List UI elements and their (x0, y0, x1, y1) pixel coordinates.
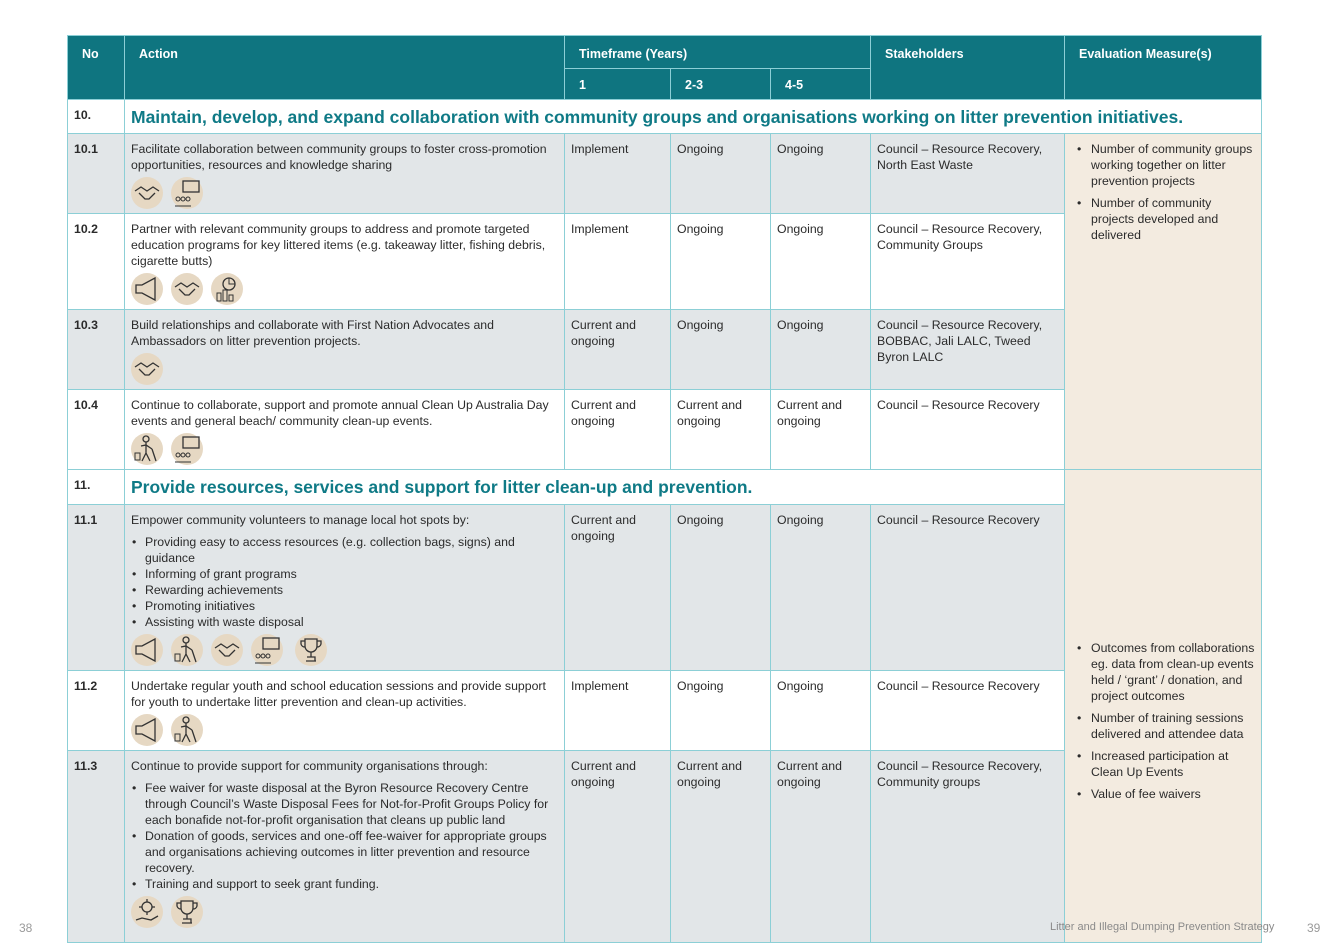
evaluation-item: • Increased participation at Clean Up Events (1091, 748, 1255, 780)
megaphone-icon (131, 634, 163, 666)
action-cell (125, 214, 565, 310)
action-cell (125, 134, 565, 214)
evaluation-item: • Number of community groups working together on litter prevention projects (1091, 141, 1255, 189)
col-header-action: Action (125, 36, 565, 100)
action-bullet: • Training and support to seek grant funding. (145, 876, 558, 892)
timeframe-year-2-3: Ongoing (671, 134, 771, 214)
stakeholders-cell: Council – Resource Recovery, Community groups (871, 751, 1065, 943)
page-number-left: 38 (19, 921, 33, 935)
hand-gear-icon (131, 896, 163, 928)
section-title: Maintain, develop, and expand collaboration with community groups and organisations working on litter prevention initiatives. (125, 100, 1262, 134)
col-header-timeframe: Timeframe (Years) (565, 36, 871, 69)
action-bullet: • Donation of goods, services and one-off fee-waiver for appropriate groups and organisations achieving outcomes in litter prevention and resource recovery. (145, 828, 558, 876)
timeframe-year-1: Current and ongoing (565, 390, 671, 470)
timeframe-year-4-5: Ongoing (771, 214, 871, 310)
litter-picker-icon (171, 714, 203, 746)
action-cell (125, 671, 565, 751)
col-header-stakeholders: Stakeholders (871, 36, 1065, 100)
handshake-icon (131, 177, 163, 209)
row-number: 10.3 (68, 310, 125, 390)
action-text: Continue to provide support for community organisations through: (131, 759, 488, 773)
timeframe-year-2-3: Ongoing (671, 505, 771, 671)
presentation-icon (171, 177, 203, 209)
evaluation-item: • Outcomes from collaborations eg. data from clean-up events held / ‘grant’ / donation, and project outcomes (1091, 640, 1255, 704)
row-number: 11.2 (68, 671, 125, 751)
icon-row (131, 353, 558, 385)
evaluation-item: • Number of community projects developed and delivered (1091, 195, 1255, 243)
stakeholders-cell: Council – Resource Recovery (871, 390, 1065, 470)
litter-picker-icon (131, 433, 163, 465)
evaluation-list (1071, 141, 1255, 243)
action-bullet: • Rewarding achievements (145, 582, 558, 598)
timeframe-year-4-5: Current and ongoing (771, 751, 871, 943)
timeframe-year-4-5: Ongoing (771, 310, 871, 390)
timeframe-year-1: Implement (565, 671, 671, 751)
evaluation-item: • Number of training sessions delivered and attendee data (1091, 710, 1255, 742)
action-cell (125, 751, 565, 943)
action-bullet: • Promoting initiatives (145, 598, 558, 614)
trophy-icon (295, 634, 327, 666)
icon-row (131, 896, 558, 928)
evaluation-cell (1065, 134, 1262, 470)
row-number: 10.1 (68, 134, 125, 214)
action-text: Undertake regular youth and school education sessions and provide support for youth to undertake litter prevention and clean-up activities. (131, 679, 546, 709)
section-title: Provide resources, services and support for litter clean-up and prevention. (125, 470, 1065, 505)
action-bullet: • Assisting with waste disposal (145, 614, 558, 630)
action-bullet: • Providing easy to access resources (e.g. collection bags, signs) and guidance (145, 534, 558, 566)
timeframe-year-2-3: Ongoing (671, 671, 771, 751)
action-bullet-list (131, 780, 558, 892)
evaluation-cell (1065, 470, 1262, 943)
action-text: Facilitate collaboration between community groups to foster cross-promotion opportunities, resources and knowledge sharing (131, 142, 547, 172)
stakeholders-cell: Council – Resource Recovery (871, 671, 1065, 751)
handshake-icon (171, 273, 203, 305)
col-header-year-2-3: 2-3 (671, 69, 771, 100)
row-number: 10.2 (68, 214, 125, 310)
handshake-icon (211, 634, 243, 666)
stakeholders-cell: Council – Resource Recovery, North East Waste (871, 134, 1065, 214)
action-bullet: • Fee waiver for waste disposal at the Byron Resource Recovery Centre through Council’s Waste Disposal Fees for Not-for-Profit Groups Policy for each bonafide not-for-profit organisation that cleans up public land (145, 780, 558, 828)
action-cell (125, 390, 565, 470)
presentation-icon (251, 634, 283, 666)
megaphone-icon (131, 273, 163, 305)
timeframe-year-4-5: Ongoing (771, 671, 871, 751)
timeframe-year-1: Current and ongoing (565, 505, 671, 671)
action-cell (125, 310, 565, 390)
stakeholders-cell: Council – Resource Recovery, BOBBAC, Jali LALC, Tweed Byron LALC (871, 310, 1065, 390)
handshake-icon (131, 353, 163, 385)
action-text: Partner with relevant community groups to address and promote targeted education programs for key littered items (e.g. takeaway litter, fishing debris, cigarette butts) (131, 222, 546, 268)
icon-row (131, 177, 558, 209)
document-title: Litter and Illegal Dumping Prevention Strategy (1050, 921, 1275, 933)
action-plan-table (67, 35, 1262, 943)
action-bullet: • Informing of grant programs (145, 566, 558, 582)
action-bullet-list (131, 534, 558, 630)
section-number: 11. (68, 470, 125, 505)
col-header-no: No (68, 36, 125, 100)
stakeholders-cell: Council – Resource Recovery, Community Groups (871, 214, 1065, 310)
presentation-icon (171, 433, 203, 465)
stakeholders-cell: Council – Resource Recovery (871, 505, 1065, 671)
icon-row (131, 634, 558, 666)
timeframe-year-1: Current and ongoing (565, 751, 671, 943)
icon-row (131, 714, 558, 746)
action-text: Build relationships and collaborate with First Nation Advocates and Ambassadors on litter prevention projects. (131, 318, 494, 348)
timeframe-year-2-3: Ongoing (671, 214, 771, 310)
timeframe-year-4-5: Ongoing (771, 134, 871, 214)
row-number: 11.1 (68, 505, 125, 671)
action-text: Continue to collaborate, support and promote annual Clean Up Australia Day events and general beach/ community clean-up events. (131, 398, 549, 428)
col-header-year-1: 1 (565, 69, 671, 100)
chart-icon (211, 273, 243, 305)
megaphone-icon (131, 714, 163, 746)
litter-picker-icon (171, 634, 203, 666)
timeframe-year-1: Current and ongoing (565, 310, 671, 390)
col-header-year-4-5: 4-5 (771, 69, 871, 100)
timeframe-year-4-5: Ongoing (771, 505, 871, 671)
timeframe-year-1: Implement (565, 214, 671, 310)
row-number: 10.4 (68, 390, 125, 470)
col-header-evaluation: Evaluation Measure(s) (1065, 36, 1262, 100)
icon-row (131, 433, 558, 465)
action-text: Empower community volunteers to manage local hot spots by: (131, 513, 470, 527)
timeframe-year-2-3: Current and ongoing (671, 390, 771, 470)
timeframe-year-2-3: Current and ongoing (671, 751, 771, 943)
trophy-icon (171, 896, 203, 928)
evaluation-list (1071, 640, 1255, 802)
timeframe-year-4-5: Current and ongoing (771, 390, 871, 470)
evaluation-item: • Value of fee waivers (1091, 786, 1255, 802)
timeframe-year-1: Implement (565, 134, 671, 214)
page-number-right: 39 (1307, 921, 1321, 935)
action-cell (125, 505, 565, 671)
icon-row (131, 273, 558, 305)
section-number: 10. (68, 100, 125, 134)
row-number: 11.3 (68, 751, 125, 943)
timeframe-year-2-3: Ongoing (671, 310, 771, 390)
